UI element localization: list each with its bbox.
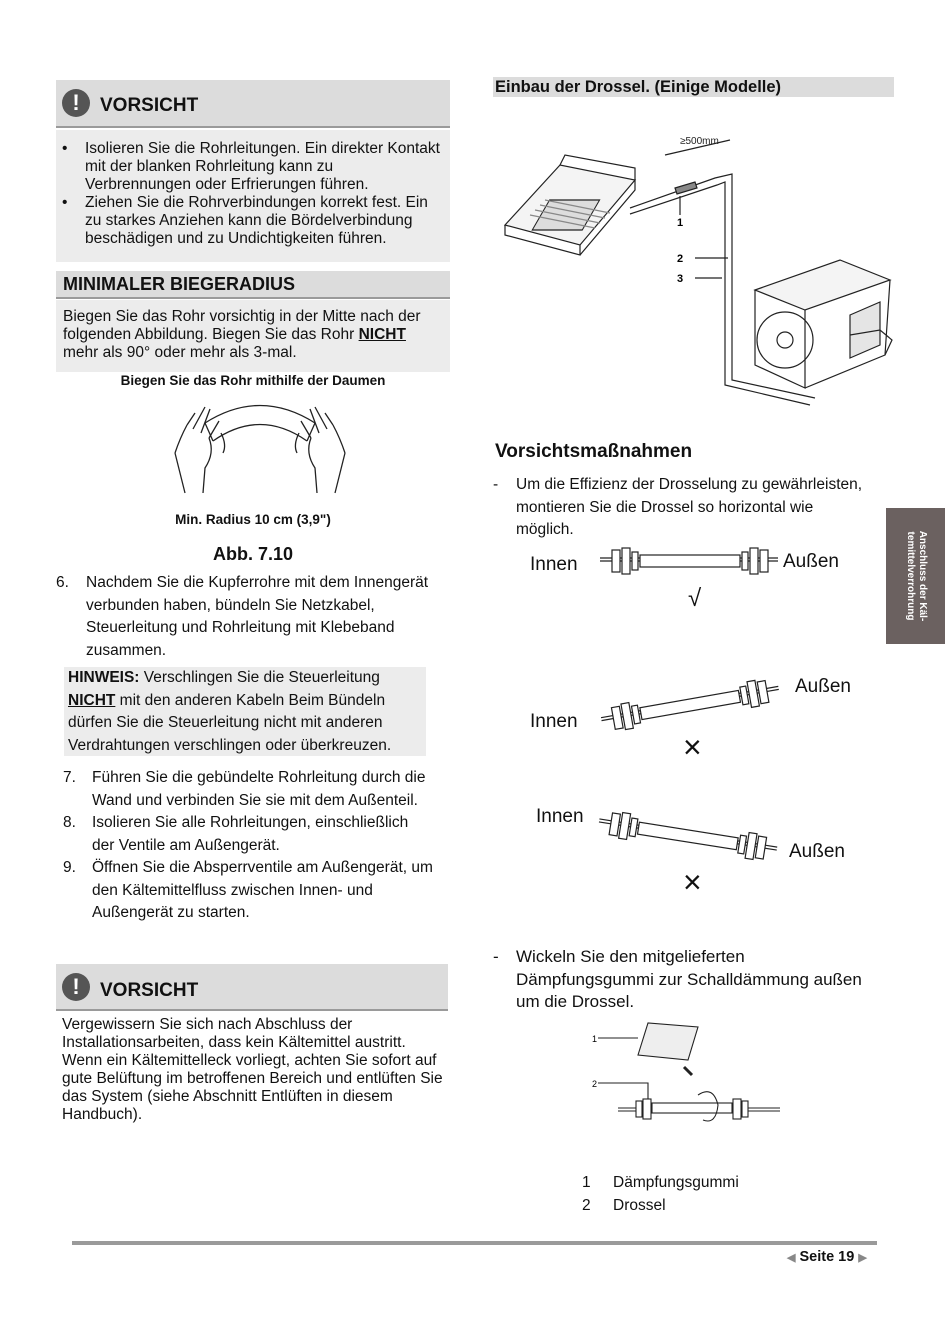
label-innen: Innen [530, 554, 578, 575]
step-number: 6. [56, 574, 69, 591]
cross-mark: × [683, 729, 702, 765]
label-aussen: Außen [795, 676, 851, 697]
fig-caption-top: Biegen Sie das Rohr mithilfe der Daumen [120, 373, 386, 388]
page-number: Seite 19 [799, 1249, 855, 1265]
section-header-bend [56, 271, 450, 299]
bend-text-a: Biegen Sie das Rohr vorsichtig in der Mitte nach der folgenden Abbildung. Biegen Sie das Rohr [63, 308, 421, 343]
label-aussen: Außen [789, 841, 845, 862]
side-tab-line: Anschluss der Käl- [916, 530, 928, 622]
step-8 [63, 812, 433, 857]
warning-icon: ! [62, 973, 90, 1001]
figure-number: Abb. 7.10 [212, 544, 294, 564]
note-text-b: mit den anderen Kabeln Beim Bündeln dürfen Sie die Steuerleitung nicht mit anderen Verdrahtungen verschlingen oder überkreuzen. [68, 691, 392, 754]
step-7 [63, 767, 433, 812]
bend-text-b: mehr als 90° oder mehr als 3-mal. [63, 344, 297, 361]
check-mark: √ [688, 585, 702, 612]
caution-box [56, 130, 450, 262]
side-tab-label [904, 531, 928, 622]
label-aussen: Außen [783, 551, 839, 572]
legend-item [582, 1171, 739, 1194]
footer-rule [72, 1241, 877, 1245]
throttle-tilted [600, 674, 782, 734]
caution-title: VORSICHT [100, 95, 199, 116]
fig2-label-1: 1 [592, 1034, 598, 1044]
step-6 [56, 572, 436, 662]
caution-item: • Ziehen Sie die Rohrverbindungen korrekt fest. Ein zu starkes Anziehen kann die Bördelverbindung beschädigen und zu Undichtigkeiten führen. [56, 194, 440, 248]
fig-label-3: 3 [677, 273, 684, 285]
damping-rubber-figure [588, 1015, 784, 1135]
step-text: Nachdem Sie die Kupferrohre mit dem Innengerät verbunden haben, bündeln Sie Netzkabel, Steuerleitung und Rohrleitung mit Klebeband zusammen. [86, 574, 429, 659]
note-label: HINWEIS: [68, 669, 140, 686]
fig-label-2: 2 [677, 253, 684, 265]
legend-num: 1 [582, 1174, 591, 1191]
page-nav [787, 1249, 867, 1265]
dash: - [493, 947, 499, 966]
caution-item: • Isolieren Sie die Rohrleitungen. Ein direkter Kontakt mit der blanken Rohrleitung kann zu Verbrennungen oder Erfrierungen führen. [56, 140, 440, 194]
installation-diagram [500, 130, 900, 410]
precaution-item-2 [493, 946, 863, 1014]
caution-text-2: Vergewissern Sie sich nach Abschluss der Installationsarbeiten, dass kein Kältemittel austritt. Wenn ein Kältemittelleck vorliegt, achten Sie sofort auf gute Belüftung im betroffenen Bereich und entlüften Sie das System (siehe Abschnitt Entlüften in diesem Handbuch). [62, 1016, 443, 1123]
step-number: 7. [63, 769, 76, 786]
legend-num: 2 [582, 1197, 591, 1214]
throttle-tilted [598, 805, 780, 865]
hands-bending-pipe-figure [165, 393, 355, 503]
step-text: Öffnen Sie die Absperrventile am Außengerät, um den Kältemittelfluss zwischen Innen- und Außengerät zu starten. [92, 859, 433, 921]
note-nicht: NICHT [68, 691, 116, 709]
chapter-side-tab [886, 508, 945, 644]
caution-header-2 [56, 964, 448, 1011]
step-text: Führen Sie die gebündelte Rohrleitung durch die Wand und verbinden Sie sie mit dem Außenteil. [92, 769, 426, 809]
section-header-throttle [493, 77, 894, 97]
throttle-horizontal [600, 544, 780, 578]
label-innen: Innen [530, 711, 578, 732]
dash: - [493, 476, 499, 493]
step-number: 8. [63, 814, 76, 831]
dimension-label: ≥500mm [680, 136, 719, 147]
label-innen: Innen [536, 806, 584, 827]
cross-mark: × [683, 864, 702, 900]
warning-icon: ! [62, 89, 90, 117]
prev-page-icon[interactable]: ◀ [787, 1252, 796, 1264]
precautions-title: Vorsichtsmaßnahmen [495, 441, 693, 462]
step-number: 9. [63, 859, 76, 876]
bend-title: MINIMALER BIEGERADIUS [63, 274, 296, 294]
bend-text-nicht: NICHT [358, 326, 406, 343]
throttle-heading: Einbau der Drossel. (Einige Modelle) [495, 78, 782, 96]
fig-label-1: 1 [677, 217, 684, 229]
precaution-text: Wickeln Sie den mitgelieferten Dämpfungsgummi zur Schalldämmung außen um die Drossel. [516, 947, 862, 1011]
note-text-a: Verschlingen Sie die Steuerleitung [139, 669, 380, 686]
note-box [64, 667, 426, 756]
caution-header [56, 80, 450, 128]
next-page-icon[interactable]: ▶ [858, 1252, 867, 1264]
side-tab-line: temittelverrohrung [904, 531, 916, 621]
legend-text: Drossel [613, 1197, 666, 1214]
legend-item [582, 1194, 739, 1217]
caution-title: VORSICHT [100, 980, 199, 1001]
precaution-text: Um die Effizienz der Drosselung zu gewährleisten, montieren Sie die Drossel so horizontal wie möglich. [516, 476, 863, 538]
bend-text-box [56, 300, 450, 372]
step-9 [63, 857, 433, 925]
fig-caption-bottom: Min. Radius 10 cm (3,9") [175, 512, 331, 527]
legend [582, 1171, 739, 1217]
legend-text: Dämpfungsgummi [613, 1174, 739, 1191]
step-text: Isolieren Sie alle Rohrleitungen, einschließlich der Ventile am Außengerät. [92, 814, 409, 854]
steps-list [63, 767, 433, 925]
fig2-label-2: 2 [592, 1079, 598, 1089]
precaution-item-1 [493, 474, 863, 542]
